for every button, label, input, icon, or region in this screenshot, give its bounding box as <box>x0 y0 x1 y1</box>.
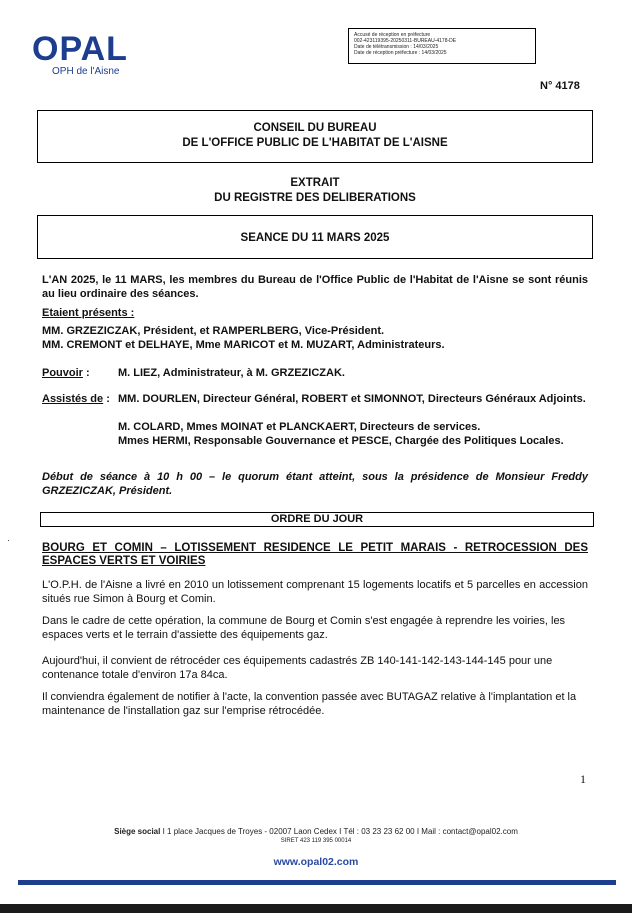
bottom-strip <box>0 904 632 913</box>
footer-address <box>0 827 632 836</box>
agenda-header: ORDRE DU JOUR <box>40 512 594 527</box>
assistes-label: Assistés de <box>42 393 104 405</box>
pouvoir-label: Pouvoir <box>42 367 83 379</box>
council-header-box <box>37 110 593 163</box>
pouvoir-sep: : <box>82 367 90 379</box>
pouvoir-row <box>42 366 588 380</box>
assistes-line-1: MM. DOURLEN, Directeur Général, ROBERT et SIMONNOT, Directeurs Généraux Adjoints. <box>118 393 586 405</box>
page-number: 1 <box>580 772 586 786</box>
presents-line-1: MM. GRZEZICZAK, Président, et RAMPERLBERG, Vice-Président. <box>42 325 385 337</box>
stamp-line: Accusé de réception en préfecture <box>354 32 431 38</box>
footer-siege-label: Siège social <box>114 827 161 836</box>
paragraph-2: Dans le cadre de cette opération, la commune de Bourg et Comin s'est engagée à reprendre les voiries, les espaces verts et le terrain d'assiette des équipements gaz. <box>42 615 566 641</box>
margin-mark <box>8 540 9 541</box>
paragraph-3: Aujourd'hui, il convient de rétrocéder ces équipements cadastrés ZB 140-141-142-143-144-145 pour une contenance totale d'environ 17a 84ca. <box>42 655 553 681</box>
extract-title <box>37 176 593 206</box>
opal-logo <box>32 30 152 80</box>
footer-website-link[interactable]: www.opal02.com <box>273 856 359 868</box>
session-box <box>37 215 593 259</box>
stamp-line: Date de télétransmission : 14/03/2025 <box>354 44 439 50</box>
prefecture-stamp <box>348 28 536 64</box>
paragraph-1: L'O.P.H. de l'Aisne a livré en 2010 un lotissement comprenant 15 logements locatifs et 5 parcelles en accession situés rue Simon à Bourg et Comin. <box>42 579 588 605</box>
extract-line-2: DU REGISTRE DES DELIBERATIONS <box>214 192 416 204</box>
session-start-note: Début de séance à 10 h 00 – le quorum étant atteint, sous la présidence de Monsieur Freddy GRZEZICZAK, Président. <box>42 471 588 497</box>
footer-siege-text: I 1 place Jacques de Troyes - 02007 Laon Cedex I Tél : 03 23 23 62 00 I Mail : contact@opal02.com <box>160 827 518 836</box>
deliberation-number: N° 4178 <box>540 80 580 92</box>
header-line-1: CONSEIL DU BUREAU <box>253 122 377 134</box>
assistes-line-2: M. COLARD, Mmes MOINAT et PLANCKAERT, Directeurs de services. <box>118 421 481 433</box>
logo-subtitle: OPH de l'Aisne <box>52 66 120 77</box>
presents-label: Etaient présents : <box>42 307 135 319</box>
stamp-line: Date de réception préfecture : 14/03/2025 <box>354 50 447 56</box>
section-title: BOURG ET COMIN – LOTISSEMENT RESIDENCE LE PETIT MARAIS - RETROCESSION DES ESPACES VERTS ET VOIRIES <box>42 542 588 567</box>
intro-paragraph: L'AN 2025, le 11 MARS, les membres du Bureau de l'Office Public de l'Habitat de l'Aisne se sont réunis au lieu ordinaire des séances. <box>42 274 588 300</box>
footer-siret: SIRET 423 119 395 00014 <box>280 838 352 844</box>
stamp-line: 002-423119395-20250311-BUREAU-4178-DE <box>354 38 457 44</box>
footer-bar <box>18 880 616 885</box>
paragraph-4: Il conviendra également de notifier à l'acte, la convention passée avec BUTAGAZ relative à l'implantation et la maintenance de l'installation gaz sur l'emprise rétrocédée. <box>42 691 577 717</box>
assistes-line-3: Mmes HERMI, Responsable Gouvernance et PESCE, Chargée des Politiques Locales. <box>118 435 564 447</box>
pouvoir-text: M. LIEZ, Administrateur, à M. GRZEZICZAK. <box>118 367 345 379</box>
logo-wordmark: OPAL <box>32 30 128 68</box>
session-date: SEANCE DU 11 MARS 2025 <box>240 232 390 244</box>
header-line-2: DE L'OFFICE PUBLIC DE L'HABITAT DE L'AISNE <box>182 137 448 149</box>
presents-line-2: MM. CREMONT et DELHAYE, Mme MARICOT et M. MUZART, Administrateurs. <box>42 339 445 351</box>
assistes-sep: : <box>103 393 110 405</box>
extract-line-1: EXTRAIT <box>290 177 340 189</box>
